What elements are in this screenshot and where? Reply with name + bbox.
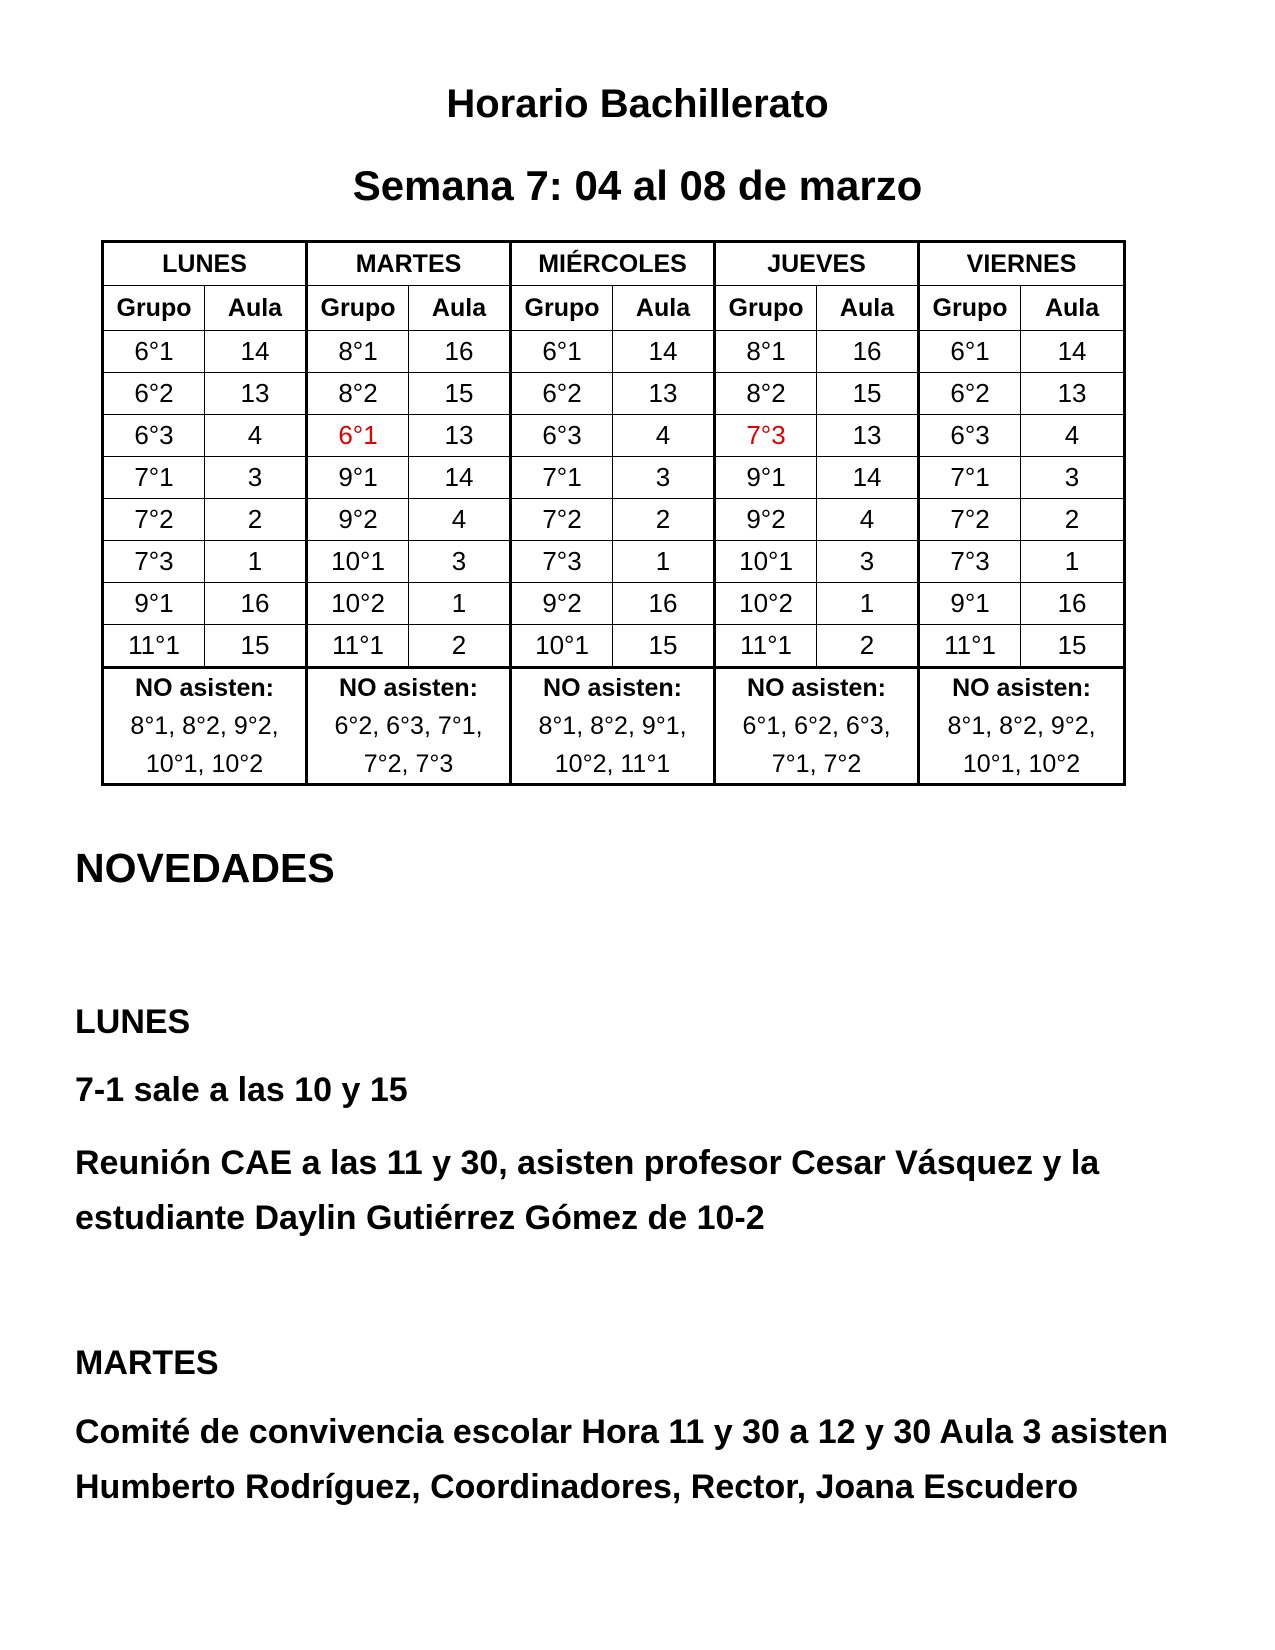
- group-cell: 9°2: [511, 583, 613, 625]
- column-header-room: Aula: [205, 286, 307, 331]
- room-cell: 3: [409, 541, 511, 583]
- group-cell: 7°3: [919, 541, 1021, 583]
- column-header-group: Grupo: [511, 286, 613, 331]
- column-header-group: Grupo: [715, 286, 817, 331]
- group-cell: 9°1: [307, 457, 409, 499]
- group-cell: 7°1: [919, 457, 1021, 499]
- page-subtitle: Semana 7: 04 al 08 de marzo: [352, 162, 923, 209]
- room-cell: 15: [205, 625, 307, 668]
- news-monday-heading: LUNES: [75, 1003, 191, 1041]
- group-cell: 6°1: [103, 331, 205, 373]
- room-cell: 4: [409, 499, 511, 541]
- absent-note-line: 10°2, 11°1: [554, 750, 671, 778]
- room-cell: 1: [409, 583, 511, 625]
- group-cell: 6°3: [919, 415, 1021, 457]
- schedule-row: [103, 331, 1125, 373]
- schedule-table: [101, 240, 1126, 786]
- room-cell: 2: [817, 625, 919, 668]
- absent-note-line: 10°1, 10°2: [962, 750, 1081, 778]
- day-header-viernes: VIERNES: [919, 242, 1125, 286]
- schedule-row: [103, 499, 1125, 541]
- room-cell: 14: [613, 331, 715, 373]
- absent-note-line: 7°1, 7°2: [771, 750, 862, 778]
- news-tuesday-item: Comité de convivencia escolar Hora 11 y 30 a 12 y 30 Aula 3 asisten Humberto Rodríguez, Coordinadores, Rector, Joana Escudero: [75, 1413, 1168, 1506]
- room-cell: 2: [205, 499, 307, 541]
- group-cell: 7°3: [103, 541, 205, 583]
- room-cell: 15: [613, 625, 715, 668]
- group-cell: 9°2: [715, 499, 817, 541]
- column-header-group: Grupo: [307, 286, 409, 331]
- group-cell: 8°1: [715, 331, 817, 373]
- room-cell: 16: [409, 331, 511, 373]
- absent-note-heading: NO asisten:: [952, 674, 1091, 702]
- schedule-row: [103, 541, 1125, 583]
- room-cell: 4: [613, 415, 715, 457]
- group-cell: 9°1: [919, 583, 1021, 625]
- group-cell: 7°3: [511, 541, 613, 583]
- room-cell: 4: [205, 415, 307, 457]
- column-header-group: Grupo: [919, 286, 1021, 331]
- group-cell: 6°3: [511, 415, 613, 457]
- absent-note-heading: NO asisten:: [339, 674, 478, 702]
- schedule-row: [103, 415, 1125, 457]
- group-cell: 9°1: [715, 457, 817, 499]
- absent-note-line: 6°1, 6°2, 6°3,: [742, 712, 891, 740]
- group-cell: 6°1: [307, 415, 409, 457]
- column-header-room: Aula: [409, 286, 511, 331]
- room-cell: 3: [613, 457, 715, 499]
- group-cell: 11°1: [103, 625, 205, 668]
- group-cell: 10°1: [307, 541, 409, 583]
- group-cell: 11°1: [715, 625, 817, 668]
- group-cell: 8°1: [307, 331, 409, 373]
- room-cell: 13: [205, 373, 307, 415]
- room-cell: 15: [409, 373, 511, 415]
- column-header-room: Aula: [817, 286, 919, 331]
- schedule-row: [103, 373, 1125, 415]
- room-cell: 13: [613, 373, 715, 415]
- room-cell: 16: [613, 583, 715, 625]
- room-cell: 14: [205, 331, 307, 373]
- absent-note-jueves: [715, 668, 919, 785]
- room-cell: 2: [1021, 499, 1125, 541]
- room-cell: 4: [817, 499, 919, 541]
- room-cell: 16: [817, 331, 919, 373]
- absent-note-heading: NO asisten:: [543, 674, 682, 702]
- absent-note-line: 10°1, 10°2: [145, 750, 264, 778]
- absent-note-line: 8°1, 8°2, 9°2,: [947, 712, 1096, 740]
- news-monday-item: 7-1 sale a las 10 y 15: [75, 1071, 408, 1109]
- room-cell: 4: [1021, 415, 1125, 457]
- room-cell: 1: [613, 541, 715, 583]
- group-cell: 7°2: [511, 499, 613, 541]
- absent-note-martes: [307, 668, 511, 785]
- absent-note-viernes: [919, 668, 1125, 785]
- group-cell: 7°1: [103, 457, 205, 499]
- room-cell: 3: [205, 457, 307, 499]
- day-header-jueves: JUEVES: [715, 242, 919, 286]
- room-cell: 1: [817, 583, 919, 625]
- column-header-room: Aula: [1021, 286, 1125, 331]
- day-header-row: [103, 242, 1125, 286]
- news-monday-item: Reunión CAE a las 11 y 30, asisten profesor Cesar Vásquez y la estudiante Daylin Gutiérrez Gómez de 10-2: [75, 1144, 1100, 1237]
- group-cell: 7°1: [511, 457, 613, 499]
- absent-note-line: 6°2, 6°3, 7°1,: [334, 712, 483, 740]
- page-title: Horario Bachillerato: [446, 82, 829, 126]
- absent-note-line: 8°1, 8°2, 9°2,: [130, 712, 279, 740]
- column-header-group: Grupo: [103, 286, 205, 331]
- room-cell: 15: [817, 373, 919, 415]
- group-cell: 11°1: [307, 625, 409, 668]
- absent-note-heading: NO asisten:: [747, 674, 886, 702]
- group-cell: 8°2: [715, 373, 817, 415]
- group-cell: 7°2: [919, 499, 1021, 541]
- group-cell: 7°2: [103, 499, 205, 541]
- schedule-body: [103, 331, 1125, 785]
- news-tuesday-heading: MARTES: [75, 1344, 219, 1382]
- column-header-room: Aula: [613, 286, 715, 331]
- group-cell: 9°2: [307, 499, 409, 541]
- room-cell: 16: [205, 583, 307, 625]
- room-cell: 3: [1021, 457, 1125, 499]
- schedule-row: [103, 583, 1125, 625]
- room-cell: 1: [1021, 541, 1125, 583]
- group-cell: 10°1: [715, 541, 817, 583]
- room-cell: 3: [817, 541, 919, 583]
- group-cell: 6°1: [919, 331, 1021, 373]
- room-cell: 13: [817, 415, 919, 457]
- group-cell: 6°3: [103, 415, 205, 457]
- day-header-lunes: LUNES: [103, 242, 307, 286]
- absent-note-lunes: [103, 668, 307, 785]
- room-cell: 2: [613, 499, 715, 541]
- group-cell: 6°2: [511, 373, 613, 415]
- room-cell: 16: [1021, 583, 1125, 625]
- absent-note-miercoles: [511, 668, 715, 785]
- group-cell: 10°2: [307, 583, 409, 625]
- group-cell: 10°2: [715, 583, 817, 625]
- absent-note-line: 8°1, 8°2, 9°1,: [538, 712, 687, 740]
- group-cell: 7°3: [715, 415, 817, 457]
- group-cell: 6°2: [919, 373, 1021, 415]
- room-cell: 14: [817, 457, 919, 499]
- absent-note-heading: NO asisten:: [135, 674, 274, 702]
- group-cell: 9°1: [103, 583, 205, 625]
- news-heading: NOVEDADES: [75, 845, 335, 891]
- group-cell: 6°2: [103, 373, 205, 415]
- group-cell: 8°2: [307, 373, 409, 415]
- room-cell: 13: [409, 415, 511, 457]
- room-cell: 13: [1021, 373, 1125, 415]
- group-cell: 10°1: [511, 625, 613, 668]
- day-header-miercoles: MIÉRCOLES: [511, 242, 715, 286]
- schedule-row: [103, 457, 1125, 499]
- room-cell: 15: [1021, 625, 1125, 668]
- room-cell: 14: [1021, 331, 1125, 373]
- room-cell: 2: [409, 625, 511, 668]
- group-cell: 6°1: [511, 331, 613, 373]
- schedule-row: [103, 625, 1125, 668]
- room-cell: 14: [409, 457, 511, 499]
- room-cell: 1: [205, 541, 307, 583]
- column-header-row: [103, 286, 1125, 331]
- absent-row: [103, 668, 1125, 785]
- day-header-martes: MARTES: [307, 242, 511, 286]
- absent-note-line: 7°2, 7°3: [363, 750, 454, 778]
- group-cell: 11°1: [919, 625, 1021, 668]
